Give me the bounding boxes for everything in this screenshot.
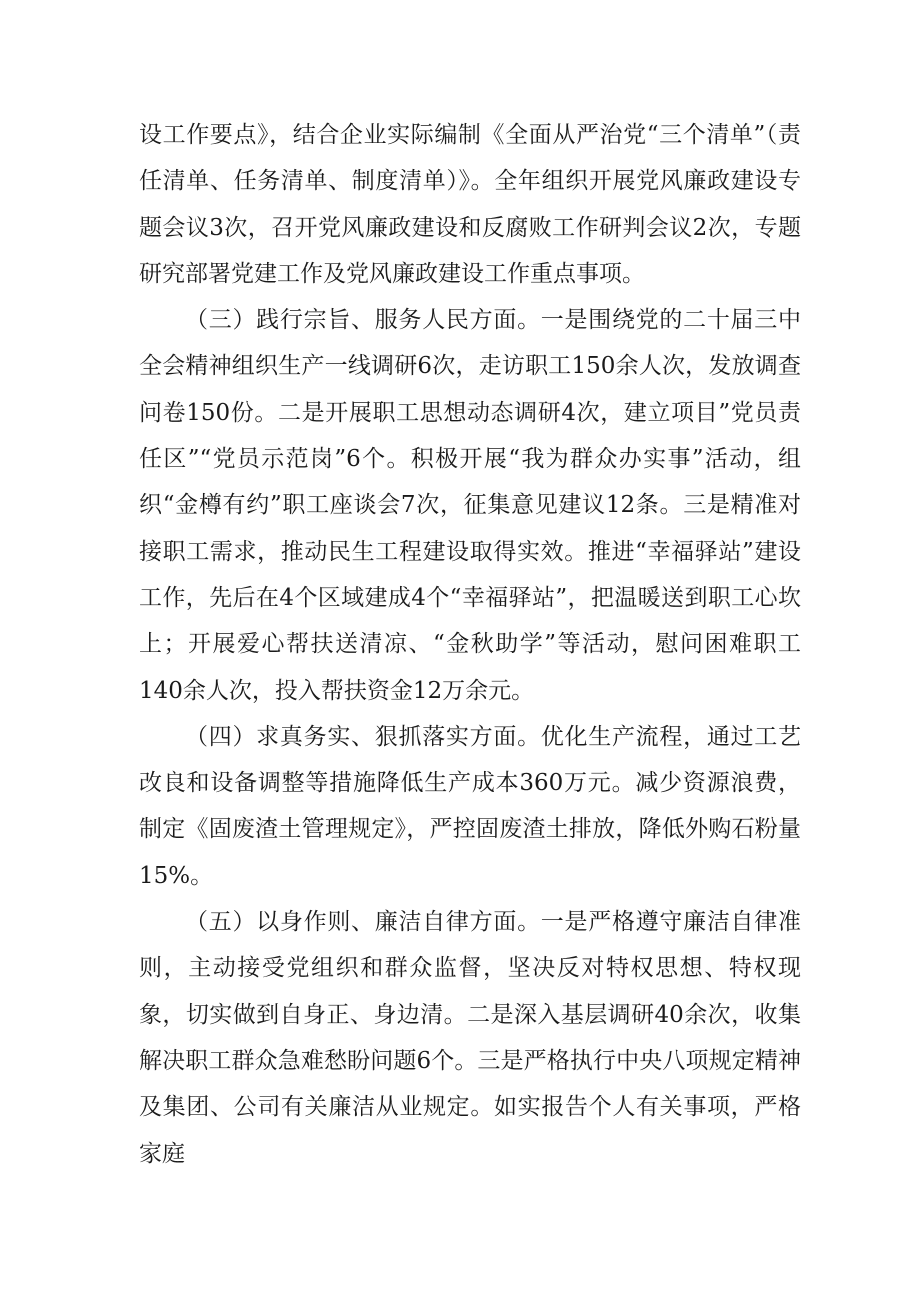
paragraph-section-3: （三）践行宗旨、服务人民方面。一是围绕党的二十届三中全会精神组织生产一线调研6次，走访职工150余人次，发放调查问卷150份。二是开展职工思想动态调研4次，建立项目”党员责任区”“党员示范岗”6个。积极开展“我为群众办实事”活动，组织“金樽有约”职工座谈会7次，征集意见建议12条。三是精准对接职工需求，推动民生工程建设取得实效。推进“幸福驿站”建设工作，先后在4个区域建成4个“幸福驿站”，把温暖送到职工心坎上；开展爱心帮扶送清凉、“金秋助学”等活动，慰问困难职工140余人次，投入帮扶资金12万余元。 [139, 307, 801, 704]
paragraph-continuation: 设工作要点》，结合企业实际编制《全面从严治党“三个清单”（责任清单、任务清单、制度清单）》。全年组织开展党风廉政建设专题会议3次，召开党风廉政建设和反腐败工作研判会议2次，专题研究部署党建工作及党风廉政建设工作重点事项。 [139, 122, 801, 287]
paragraph-section-4: （四）求真务实、狠抓落实方面。优化生产流程，通过工艺改良和设备调整等措施降低生产成本360万元。减少资源浪费，制定《固废渣土管理规定》，严控固废渣土排放，降低外购石粉量15%。 [139, 723, 801, 889]
paragraph-section-5: （五）以身作则、廉洁自律方面。一是严格遵守廉洁自律准则，主动接受党组织和群众监督，坚决反对特权思想、特权现象，切实做到自身正、身边清。二是深入基层调研40余次，收集解决职工群众急难愁盼问题6个。三是严格执行中央八项规定精神及集团、公司有关廉洁从业规定。如实报告个人有关事项，严格家庭 [139, 909, 801, 1167]
document-body [139, 112, 801, 1177]
